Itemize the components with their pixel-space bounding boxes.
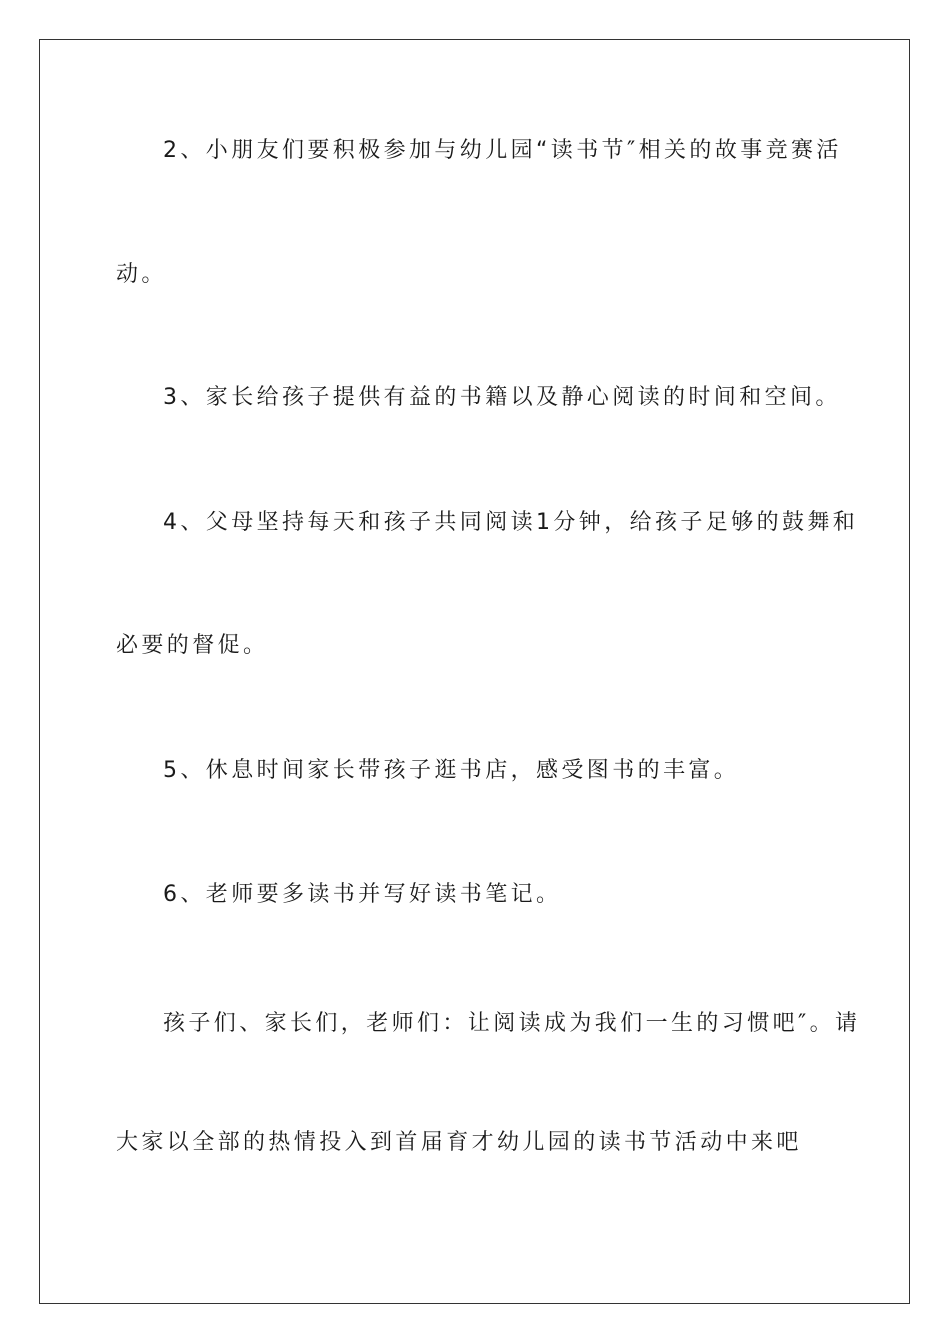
page-border: [39, 39, 910, 1304]
item-2-line-2: 动。: [116, 262, 167, 287]
closing-line-1: 孩子们、家长们，老师们：让阅读成为我们一生的习惯吧″。请: [163, 1011, 861, 1036]
item-5-line: 5、休息时间家长带孩子逛书店，感受图书的丰富。: [163, 758, 740, 783]
item-4-line-1: 4、父母坚持每天和孩子共同阅读1分钟，给孩子足够的鼓舞和: [163, 510, 859, 535]
item-2-line-1: 2、小朋友们要积极参加与幼儿园“读书节″相关的故事竞赛活: [163, 138, 842, 163]
item-6-line: 6、老师要多读书并写好读书笔记。: [163, 882, 562, 907]
item-4-line-2: 必要的督促。: [116, 633, 269, 658]
item-3-line: 3、家长给孩子提供有益的书籍以及静心阅读的时间和空间。: [163, 385, 841, 410]
closing-line-2: 大家以全部的热情投入到首届育才幼儿园的读书节活动中来吧: [116, 1130, 802, 1155]
